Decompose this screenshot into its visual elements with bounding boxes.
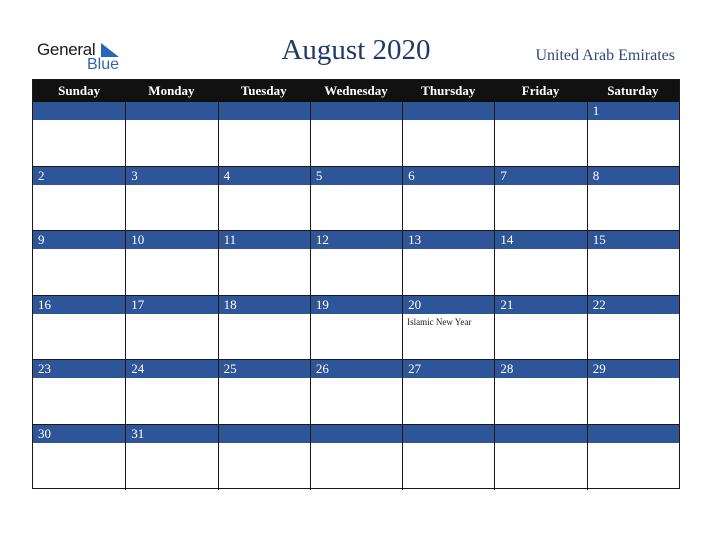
- logo-text-general: General: [37, 40, 96, 59]
- day-number: 29: [592, 361, 606, 377]
- day-cell[interactable]: [310, 167, 402, 232]
- calendar-week: [33, 425, 679, 490]
- week-cells: [33, 425, 679, 490]
- day-cell[interactable]: [587, 102, 679, 167]
- day-number: 6: [408, 167, 415, 183]
- day-number: 15: [592, 232, 606, 248]
- day-number: 22: [592, 296, 606, 312]
- day-cell[interactable]: [494, 102, 586, 167]
- day-cell[interactable]: [494, 167, 586, 232]
- week-cells: [33, 102, 679, 167]
- logo-text-blue: Blue: [87, 56, 120, 73]
- day-cell[interactable]: [33, 231, 125, 296]
- day-cell[interactable]: [33, 360, 125, 425]
- day-cell[interactable]: [402, 296, 494, 361]
- day-number: 31: [131, 425, 145, 441]
- day-cell[interactable]: [310, 296, 402, 361]
- week-cells: [33, 296, 679, 361]
- weekday-wednesday: Wednesday: [324, 83, 388, 98]
- day-cell[interactable]: [402, 102, 494, 167]
- calendar-week: [33, 360, 679, 425]
- day-number: 24: [131, 361, 145, 377]
- calendar-header: [0, 0, 712, 78]
- day-number: 8: [592, 167, 600, 183]
- day-cell[interactable]: [218, 296, 310, 361]
- day-cell[interactable]: [310, 102, 402, 167]
- day-number: 9: [38, 232, 45, 248]
- day-number: 23: [38, 361, 51, 377]
- day-cell[interactable]: [494, 425, 586, 490]
- day-cell[interactable]: [494, 360, 586, 425]
- day-cell[interactable]: [125, 102, 217, 167]
- day-number: 11: [223, 232, 237, 248]
- day-cell[interactable]: [494, 296, 586, 361]
- calendar-week: [33, 167, 679, 232]
- day-number: 21: [500, 296, 514, 312]
- weekday-friday: Friday: [521, 83, 560, 98]
- day-cell[interactable]: [218, 231, 310, 296]
- day-cell[interactable]: [125, 231, 217, 296]
- day-number: 2: [38, 167, 45, 183]
- page-title: August 2020: [281, 34, 431, 66]
- day-number: 14: [500, 232, 514, 248]
- day-cell[interactable]: [587, 167, 679, 232]
- day-cell[interactable]: [587, 296, 679, 361]
- day-number: 3: [131, 167, 138, 183]
- weekday-tuesday: Tuesday: [240, 83, 287, 98]
- day-cell[interactable]: [33, 296, 125, 361]
- day-cell[interactable]: [218, 102, 310, 167]
- day-number: 19: [315, 296, 329, 312]
- day-cell[interactable]: [218, 360, 310, 425]
- day-cell[interactable]: [33, 102, 125, 167]
- day-number: 1: [592, 103, 600, 118]
- day-cell[interactable]: [125, 425, 217, 490]
- day-cell[interactable]: [218, 425, 310, 490]
- day-cell[interactable]: [33, 425, 125, 490]
- day-number: 7: [500, 167, 507, 183]
- weekday-header-row: [33, 80, 679, 102]
- day-cell[interactable]: [587, 360, 679, 425]
- day-number: 30: [38, 425, 51, 441]
- day-number: 12: [315, 232, 329, 248]
- day-cell[interactable]: [125, 360, 217, 425]
- day-cell[interactable]: [310, 360, 402, 425]
- day-cell[interactable]: [587, 425, 679, 490]
- day-number: 28: [500, 361, 514, 377]
- weekday-saturday: Saturday: [607, 83, 659, 98]
- day-number: 5: [315, 167, 323, 183]
- weekday-monday: Monday: [148, 83, 195, 98]
- day-cell[interactable]: [494, 231, 586, 296]
- day-cell[interactable]: [310, 231, 402, 296]
- weekday-thursday: Thursday: [421, 83, 476, 98]
- calendar-week: [33, 102, 679, 167]
- day-number: 17: [131, 296, 145, 312]
- day-number: 16: [38, 296, 51, 312]
- day-number: 13: [408, 232, 422, 248]
- week-cells: [33, 231, 679, 296]
- calendar-week: [33, 231, 679, 296]
- holiday-event[interactable]: Islamic New Year: [407, 316, 472, 327]
- day-cell[interactable]: [310, 425, 402, 490]
- day-number: 18: [223, 296, 237, 312]
- day-cell[interactable]: [218, 167, 310, 232]
- day-cell[interactable]: [125, 167, 217, 232]
- day-cell[interactable]: [125, 296, 217, 361]
- day-number: 25: [223, 361, 237, 377]
- week-cells: [33, 167, 679, 232]
- weekday-sunday: Sunday: [58, 83, 101, 98]
- day-cell[interactable]: [402, 425, 494, 490]
- day-number: 4: [223, 167, 231, 183]
- day-number: 20: [408, 296, 422, 312]
- day-cell[interactable]: [402, 167, 494, 232]
- day-cell[interactable]: [33, 167, 125, 232]
- calendar-week: [33, 296, 679, 361]
- calendar-weeks: [33, 102, 679, 490]
- week-cells: [33, 360, 679, 425]
- country-label: United Arab Emirates: [535, 47, 675, 64]
- day-cell[interactable]: [402, 231, 494, 296]
- day-number: 10: [131, 232, 145, 248]
- day-cell[interactable]: [587, 231, 679, 296]
- day-number: 27: [408, 361, 422, 377]
- month-calendar: [32, 79, 680, 489]
- day-cell[interactable]: [402, 360, 494, 425]
- day-number: 26: [315, 361, 329, 377]
